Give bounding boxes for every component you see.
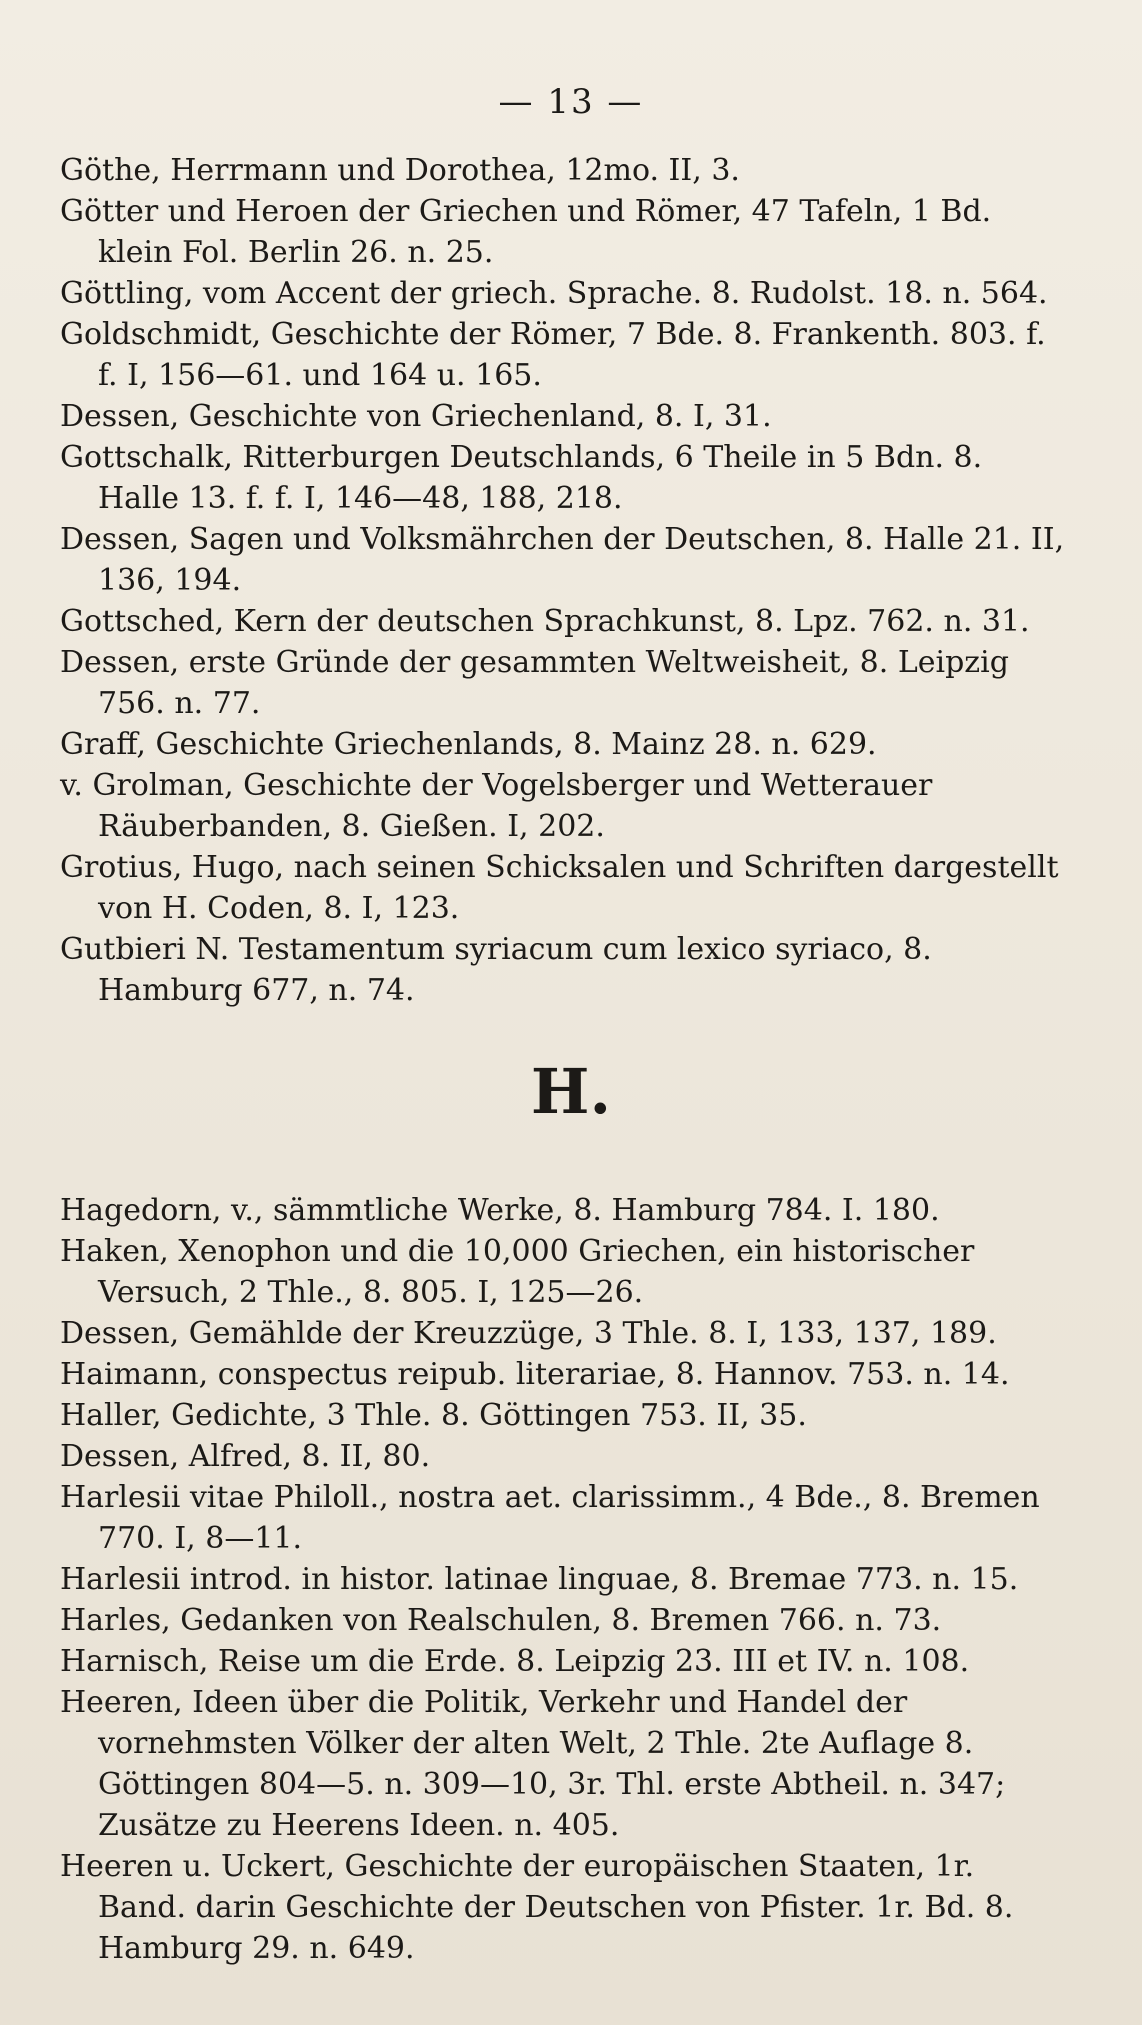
list-item: Grotius, Hugo, nach seinen Schicksalen und Schriften dargestellt von H. Coden, 8. I, 123. bbox=[60, 850, 1059, 926]
section-heading-h: H. bbox=[530, 1055, 612, 1128]
list-item: Gottsched, Kern der deutschen Sprachkunst, 8. Lpz. 762. n. 31. bbox=[60, 604, 1030, 639]
list-item: Goldschmidt, Geschichte der Römer, 7 Bde. 8. Frankenth. 803. f. f. I, 156—61. und 164 u. 165. bbox=[60, 317, 1046, 393]
list-item: Dessen, Gemählde der Kreuzzüge, 3 Thle. 8. I, 133, 137, 189. bbox=[60, 1316, 997, 1351]
list-item: Dessen, Geschichte von Griechenland, 8. I, 31. bbox=[60, 399, 772, 434]
list-item: Göttling, vom Accent der griech. Sprache. 8. Rudolst. 18. n. 564. bbox=[60, 276, 1048, 311]
entry-list-h bbox=[60, 1190, 1070, 1969]
list-item: Gutbieri N. Testamentum syriacum cum lexico syriaco, 8. Hamburg 677, n. 74. bbox=[60, 932, 932, 1008]
entry-list-g bbox=[60, 150, 1070, 1011]
list-item: Harles, Gedanken von Realschulen, 8. Bremen 766. n. 73. bbox=[60, 1603, 942, 1638]
list-item: Harlesii introd. in histor. latinae linguae, 8. Bremae 773. n. 15. bbox=[60, 1562, 1019, 1597]
list-item: Dessen, erste Gründe der gesammten Weltweisheit, 8. Leipzig 756. n. 77. bbox=[60, 645, 1009, 721]
list-item: v. Grolman, Geschichte der Vogelsberger und Wetterauer Räuberbanden, 8. Gießen. I, 202. bbox=[60, 768, 933, 844]
list-item: Heeren, Ideen über die Politik, Verkehr und Handel der vornehmsten Völker der alten Welt, 2 Thle. 2te Auflage 8. Göttingen 804—5. n. 309—10, 3r. Thl. erste Abtheil. n. 347; Zusätze zu Heerens Ideen. n. 405. bbox=[60, 1685, 1006, 1843]
list-item: Götter und Heroen der Griechen und Römer, 47 Tafeln, 1 Bd. klein Fol. Berlin 26. n. 25. bbox=[60, 194, 992, 270]
list-item: Heeren u. Uckert, Geschichte der europäischen Staaten, 1r. Band. darin Geschichte der Deutschen von Pfister. 1r. Bd. 8. Hamburg 29. n. 649. bbox=[60, 1849, 1014, 1966]
list-item: Harnisch, Reise um die Erde. 8. Leipzig 23. III et IV. n. 108. bbox=[60, 1644, 970, 1679]
list-item: Göthe, Herrmann und Dorothea, 12mo. II, 3. bbox=[60, 153, 740, 188]
list-item: Haimann, conspectus reipub. literariae, 8. Hannov. 753. n. 14. bbox=[60, 1357, 1010, 1392]
list-item: Graff, Geschichte Griechenlands, 8. Mainz 28. n. 629. bbox=[60, 727, 877, 762]
list-item: Harlesii vitae Philoll., nostra aet. clarissimm., 4 Bde., 8. Bremen 770. I, 8—11. bbox=[60, 1480, 1040, 1556]
list-item: Haller, Gedichte, 3 Thle. 8. Göttingen 753. II, 35. bbox=[60, 1398, 807, 1433]
list-item: Dessen, Sagen und Volksmährchen der Deutschen, 8. Halle 21. II, 136, 194. bbox=[60, 522, 1065, 598]
list-item: Dessen, Alfred, 8. II, 80. bbox=[60, 1439, 431, 1474]
page-number: — 13 — bbox=[498, 82, 644, 122]
list-item: Haken, Xenophon und die 10,000 Griechen, ein historischer Versuch, 2 Thle., 8. 805. I, 125—26. bbox=[60, 1234, 975, 1310]
list-item: Gottschalk, Ritterburgen Deutschlands, 6 Theile in 5 Bdn. 8. Halle 13. f. f. I, 146—48, 188, 218. bbox=[60, 440, 983, 516]
list-item: Hagedorn, v., sämmtliche Werke, 8. Hamburg 784. I. 180. bbox=[60, 1193, 940, 1228]
